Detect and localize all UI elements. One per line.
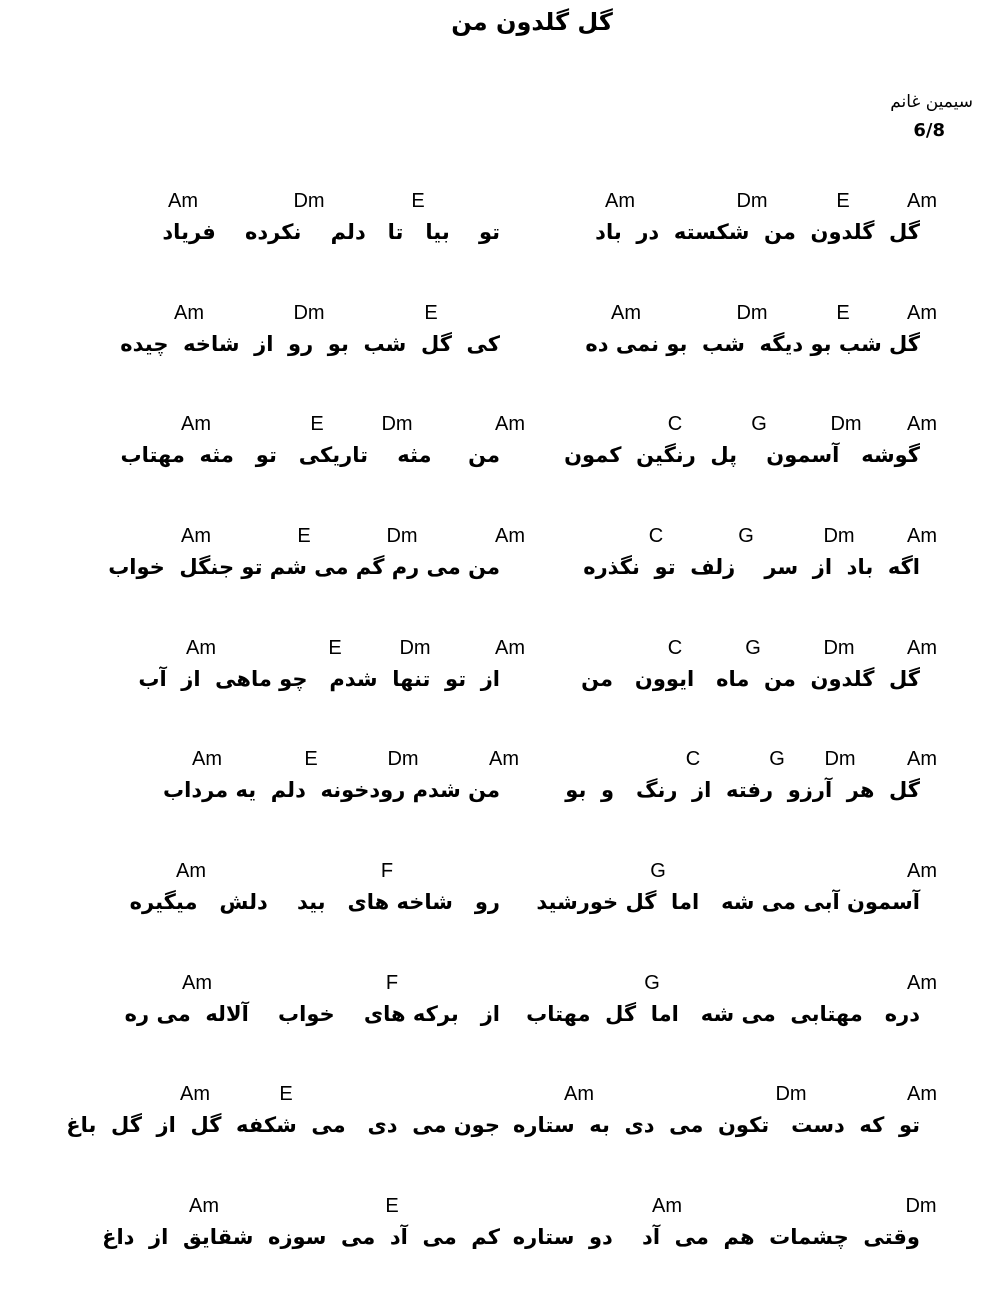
- chord-label: Am: [495, 637, 525, 659]
- left-half-line: [140, 637, 525, 727]
- chord-label: C: [648, 525, 664, 547]
- right-half-line: [560, 748, 945, 838]
- lyric-text: گل گلدون من ماه ایوون من: [581, 667, 920, 691]
- chord-label: E: [411, 190, 425, 212]
- chord-label: Am: [564, 1083, 594, 1105]
- chord-label: Dm: [823, 525, 855, 547]
- verse-line: [0, 525, 1007, 625]
- chord-label: Am: [182, 972, 212, 994]
- lyric-text: گوشه آسمون پل رنگین کمون: [564, 443, 920, 467]
- verse-line: [0, 637, 1007, 737]
- chord-label: Am: [907, 190, 937, 212]
- chord-label: Dm: [824, 748, 856, 770]
- lyric-text: کم می آد می سوزه شقایق از داغ: [102, 1225, 500, 1249]
- chord-label: G: [769, 748, 785, 770]
- verse-line: [0, 190, 1007, 290]
- chord-label: E: [424, 302, 438, 324]
- chord-label: Am: [907, 525, 937, 547]
- chord-label: E: [836, 190, 850, 212]
- lyric-text: اگه باد از سر زلف تو نگذره: [583, 555, 920, 579]
- left-half-line: [120, 413, 525, 503]
- chord-label: Dm: [736, 190, 768, 212]
- chord-label: Am: [180, 1083, 210, 1105]
- chord-label: Dm: [905, 1195, 937, 1217]
- chord-label: Dm: [830, 413, 862, 435]
- lyric-text: گل شب بو دیگه شب بو نمی ده: [585, 332, 920, 356]
- chord-label: Dm: [387, 748, 419, 770]
- lyric-text: من مثه تاریکی تو مثه مهتاب: [120, 443, 500, 467]
- chord-label: E: [328, 637, 342, 659]
- chord-label: Dm: [823, 637, 855, 659]
- chord-label: Am: [495, 525, 525, 547]
- chord-label: C: [667, 413, 683, 435]
- chord-label: Am: [907, 1083, 937, 1105]
- left-half-line: [129, 860, 525, 950]
- composer-name: سیمین غانم: [890, 92, 973, 112]
- lyric-text: از برکه های خواب آلاله می ره: [124, 1002, 500, 1026]
- chord-label: Am: [176, 860, 206, 882]
- song-title: گل گلدون من: [451, 8, 613, 36]
- chord-label: C: [667, 637, 683, 659]
- chord-label: E: [836, 302, 850, 324]
- lyric-text: از تو تنها شدم چو ماهی از آب: [138, 667, 500, 691]
- chord-label: Dm: [386, 525, 418, 547]
- right-half-line: [560, 302, 945, 392]
- chord-label: Dm: [293, 190, 325, 212]
- right-half-line: [560, 525, 945, 615]
- chord-label: Dm: [381, 413, 413, 435]
- right-half-line: [560, 637, 945, 727]
- chord-label: Am: [174, 302, 204, 324]
- right-half-line: [512, 1195, 945, 1285]
- chord-label: Am: [495, 413, 525, 435]
- chord-label: Am: [181, 413, 211, 435]
- chord-label: G: [644, 972, 660, 994]
- lyric-text: جون می دی می شکفه گل از گل باغ: [66, 1113, 500, 1137]
- chord-label: Am: [186, 637, 216, 659]
- lyric-text: دره مهتابی می شه اما گل مهتاب: [526, 1002, 920, 1026]
- chord-label: E: [304, 748, 318, 770]
- left-half-line: [124, 972, 525, 1062]
- lyric-text: رو شاخه های بید دلش میگیره: [129, 890, 500, 914]
- lyric-text: آسمون آبی می شه اما گل خورشید: [536, 890, 920, 914]
- chord-label: Dm: [293, 302, 325, 324]
- chord-label: Am: [168, 190, 198, 212]
- chord-label: Am: [907, 748, 937, 770]
- verse-line: [0, 1083, 1007, 1183]
- chord-label: Am: [907, 972, 937, 994]
- chord-label: Dm: [736, 302, 768, 324]
- lyric-text: تو بیا تا دلم نکرده فریاد: [162, 220, 500, 244]
- chord-label: Am: [907, 302, 937, 324]
- chord-label: Am: [489, 748, 519, 770]
- chord-label: G: [751, 413, 767, 435]
- right-half-line: [513, 1083, 945, 1173]
- chord-label: E: [310, 413, 324, 435]
- left-half-line: [140, 190, 525, 280]
- left-half-line: [120, 302, 525, 392]
- chord-label: Am: [907, 860, 937, 882]
- lyric-text: گل هر آرزو رفته از رنگ و بو: [565, 778, 920, 802]
- chord-label: Am: [181, 525, 211, 547]
- right-half-line: [560, 190, 945, 280]
- right-half-line: [536, 860, 945, 950]
- chord-label: Dm: [399, 637, 431, 659]
- verse-line: [0, 972, 1007, 1072]
- left-half-line: [140, 748, 525, 838]
- lyric-text: گل گلدون من شکسته در باد: [595, 220, 920, 244]
- right-half-line: [526, 972, 945, 1062]
- chord-label: G: [738, 525, 754, 547]
- chord-label: Am: [907, 637, 937, 659]
- verse-line: [0, 413, 1007, 513]
- left-half-line: [108, 525, 525, 615]
- right-half-line: [560, 413, 945, 503]
- chord-label: Am: [192, 748, 222, 770]
- verse-line: [0, 302, 1007, 402]
- chord-label: Am: [611, 302, 641, 324]
- chord-label: Am: [907, 413, 937, 435]
- chord-label: Am: [189, 1195, 219, 1217]
- time-signature: 6/8: [913, 120, 945, 141]
- chord-label: E: [297, 525, 311, 547]
- lyric-text: وقتی چشمات هم می آد دو ستاره: [512, 1225, 920, 1249]
- chord-label: Dm: [775, 1083, 807, 1105]
- lyric-text: کی گل شب بو رو از شاخه چیده: [120, 332, 500, 356]
- left-half-line: [66, 1083, 525, 1173]
- verse-line: [0, 748, 1007, 848]
- chord-label: Am: [652, 1195, 682, 1217]
- left-half-line: [102, 1195, 525, 1285]
- chord-label: C: [685, 748, 701, 770]
- chord-label: E: [279, 1083, 293, 1105]
- chord-label: F: [380, 860, 394, 882]
- lyric-text: تو که دست تکون می دی به ستاره: [513, 1113, 920, 1137]
- chord-label: Am: [605, 190, 635, 212]
- lyric-text: من می رم گم می شم تو جنگل خواب: [108, 555, 500, 579]
- verse-line: [0, 860, 1007, 960]
- chord-label: E: [385, 1195, 399, 1217]
- chord-label: G: [745, 637, 761, 659]
- chord-label: G: [650, 860, 666, 882]
- verse-line: [0, 1195, 1007, 1295]
- chord-label: F: [385, 972, 399, 994]
- lyric-text: من شدم رودخونه دلم یه مرداب: [163, 778, 500, 802]
